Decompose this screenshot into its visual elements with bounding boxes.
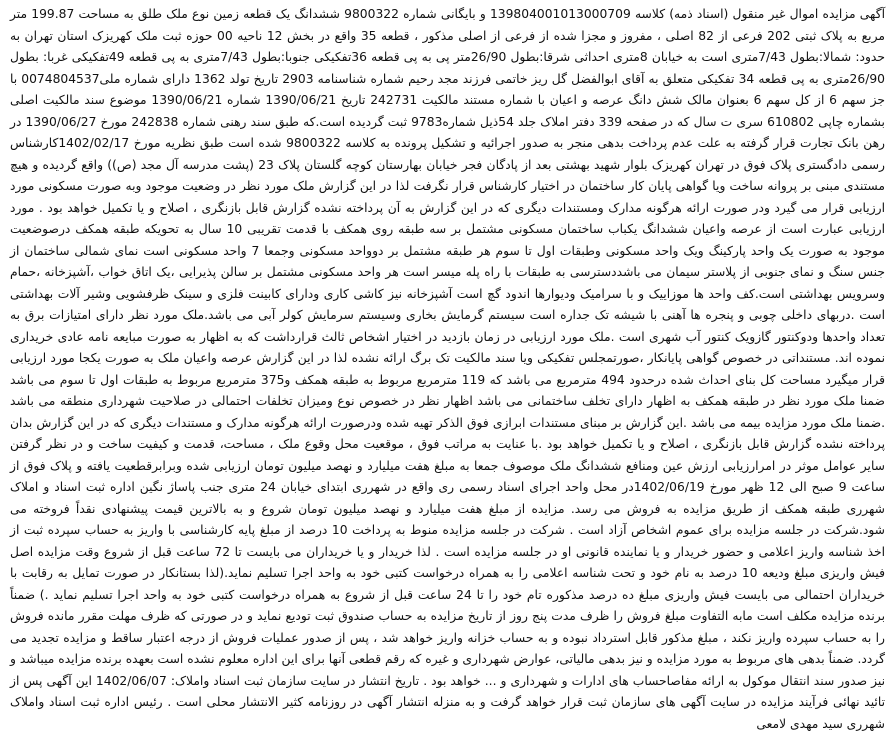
notice-body-text: آگهی مزایده اموال غیر منقول (اسناد ذمه) کلاسه 139804001013000709 و بایگانی شماره 9800322 ششدانگ یک قطعه زمین نوع ملک طلق به مساحت 199.87 متر مربع به پلاک ثبتی 202 فرعی از 82 اصلی ، مفروز و مجزا شده از فرعی از اصلی مذکور ، قطعه 35 واقع در بخش 12 ناحیه 00 حوزه ثبت ملک کهریزک استان تهران به حدود: شمالا:بطول 7/43متری است به خیابان 8متری احداثی شرقا:بطول 26/90متر پی به پی قطعه 36تفکیکی جنوبا:بطول 7/43متری به پی قطعه 49تفکیکی غربا: بطول 26/90متری به پی قطعه 34 تفکیکی متعلق به آقای ابوالفضل گل ریز خاتمی فرزند مجد رحیم شماره شناسنامه 2903 تاریخ تولد 1362 دارای شماره ملی0074804537 با جز سهم 6 از کل سهم 6 بعنوان مالک شش دانگ عرصه و اعیان با شماره مستند مالکیت 242731 تاریخ 1390/06/21 شماره 1390/06/21 موضوع سند مالکیت اصلی بشماره چاپی 610802 سری ت سال که در صفحه 339 دفتر املاک جلد 54ذیل شماره9783 ثبت گردیده است.که طبق سند رهنی شماره 242838 مورخ 1390/06/27 در رهن بانک تجارت قرار گرفته به علت عدم پرداخت بدهی منجر به صدور اجرائیه و تشکیل پرونده به کلاسه 9800322 شده است طبق نظریه مورخ 1402/02/17کارشناس رسمی دادگستری پلاک فوق در تهران کهریزک بلوار شهید بهشتی بعد از پادگان فجر خیابان بهارستان کوچه گلستان پلاک 23 (پشت مدرسه آل مجد (ص)) واقع گردیده و هیچ مستندی مبنی بر پروانه ساخت ویا گواهی پایان کار ساختمان در اختیار کارشناس قرار نگرفت لذا در این گزارش ملک مورد نظر در وضعیت موجود وبه صورت مسکونی مورد ارزیابی قرار می گیرد ودر صورت ارائه هرگونه مدارک ومستندات دیگری که در این گزارش به آن پرداخته نشده گزارش قابل بازنگری ، اصلاح و یا تکمیل خواهد بود . مورد ارزیابی عبارت است از عرصه واعیان ششدانگ یکباب ساختمان مسکونی مشتمل بر سه طبقه روی همکف با قدمت تقریبی 10 سال به تحویکه طبقه همکف درصوضعیت موجود به صورت یک واحد پارکینگ ویک واحد مسکونی وطبقات اول تا سوم هر طبقه مشتمل بر دوواحد مسکونی وجمعا 7 واحد مسکونی است نمای شمالی ساختمان از جنس سنگ و نمای جنوبی از پلاستر سیمان می باشددسترسی به طبقات با راه پله میسر است هر واحد مسکونی مشتمل بر سالن پذیرایی ،یک اتاق خواب ،آشپزخانه ،حمام وسرویس بهداشتی است.کف واحد ها موزاییک و با سرامیک ودیوارها اندود گچ است آشپزخانه نیز کاشی کاری ودارای کابینت فلزی و سینک ظرفشویی وشیر آلات بهداشتی است .دربهای داخلی چوبی و پنجره ها آهنی با شیشه تک جداره است سیستم گرمایش بخاری وسیستم سرمایش کولر آبی می باشد.ملک مورد نظر دارای امتیازات برق به تعداد واحدها ودوکنتور گازویک کنتور آب شهری است .ملک مورد ارزیابی در زمان بازدید در اختیار اشخاص ثالث قرارداشت که به اظهار به صورت مبایعه نامه عادی خریداری نموده اند. مستنداتی در خصوص گواهی پایانکار ،صورتمجلس تفکیکی ویا سند مالکیت تک برگ ارائه نشده لذا در این گزارش عرصه واعیان ملک به صورت یکجا مورد ارزیابی قرار میگیرد مساحت کل بنای احداث شده درحدود 494 مترمربع می باشد که 119 مترمربع مربوط به طبقه همکف و375 مترمربع مربوط به طبقات اول تا سوم می باشد ضمنا ملک مورد نظر در طبقه همکف به اظهار دارای تخلف ساختمانی می باشد اظهار نظر در خصوص نوع ومیزان تخلفات احتمالی در صلاحیت شهرداری منطقه می باشد .ضمنا ملک مورد مزایده بیمه می باشد .این گزارش بر مبنای مستندات ابرازی فوق الذکر تهیه شده ودرصورت ارائه هرگونه مدارک و مستندات دیگری که در این گزارش بدان پرداخته نشده گزارش قابل بازنگری ، اصلاح و یا تکمیل خواهد بود .با عنایت به مراتب فوق ، موقعیت محل وقوع ملک ، مساحت، قدمت و کیفیت ساخت و در نظر گرفتن سایر عوامل موثر در امرارزیابی ارزش عین ومنافع ششدانگ ملک موصوف جمعا به مبلغ هفت میلیارد و نهصد میلیون تومان ارزیابی شده وبرابرقطعیت یافته و پلاک فوق از ساعت 9 صبح الی 12 ظهر مورخ 1402/06/19در محل واحد اجرای اسناد رسمی ری واقع در شهرری ابتدای خیابان 24 متری جنب پاساژ نگین اداره ثبت اسناد و املاک شهرری طبقه همکف از طریق مزایده به فروش می رسد. مزایده از مبلغ هفت میلیارد و نهصد میلیون تومان شروع و به بالاترین قیمت پیشنهادی نقداً فروخته می شود.شرکت در جلسه مزایده برای عموم اشخاص آزاد است . شرکت در جلسه مزایده منوط به پرداخت 10 درصد از مبلغ پایه کارشناسی با واریز به حساب سپرده ثبت از اخذ شناسه واریز اعلامی و حضور خریدار و یا نماینده قانونی او در جلسه مزایده است . لذا خریدار و یا خریداران می بایست تا 72 ساعت قبل از شروع وقت مزایده اصل فیش واریزی مبلغ ودیعه 10 درصد به نام خود و تحت شناسه اعلامی را به همراه درخواست کتبی خود به واحد اجرا تسلیم نماید.(لذا بستانکار در صورت تمایل به رقابت با خریداران احتمالی می بایست فیش واریزی مبلغ ده درصد مذکوره تام خود را تا 24 ساعت قبل از شروع به همراه درخواست کتبی خود به واحد اجرا تسلیم نماید .) ضمناً برنده مزایده مکلف است مابه التفاوت مبلغ فروش را ظرف مدت پنج روز از تاریخ مزایده به حساب صندوق ثبت تودیع نماید و در صورتی که ظرف مهلت مقرر مانده فروش را به حساب سپرده واریز نکند ، مبلغ مذکور قابل استرداد نبوده و به حساب خزانه واریز خواهد شد ، پس از صدور عملیات فروش از درجه اعتبار ساقط و مزایده تجدید می گردد. ضمناً بدهی های مربوط به مورد مزایده و نیز بدهی مالیاتی، عوارض شهرداری و غیره که رقم قطعی آنها برای این اداره معلوم نشده است بعهده برنده مزایده میباشد و نیز صدور سند انتقال موکول به ارائه مفاصاحساب های ادارات و شهرداری و ... خواهد بود . تاریخ انتشار در سایت سازمان ثبت اسناد واملاک: 1402/06/07 این آگهی پس از تائید نهائی فرآیند مزایده در سایت آگهی های سازمان ثبت قرار خواهد گرفت و به منزله انتشار آگهی در روزنامه کثیر الانتشار محلی است . رئیس اداره ثبت اسناد واملاک شهرری سید مهدی لامعی <box>10 7 886 731</box>
